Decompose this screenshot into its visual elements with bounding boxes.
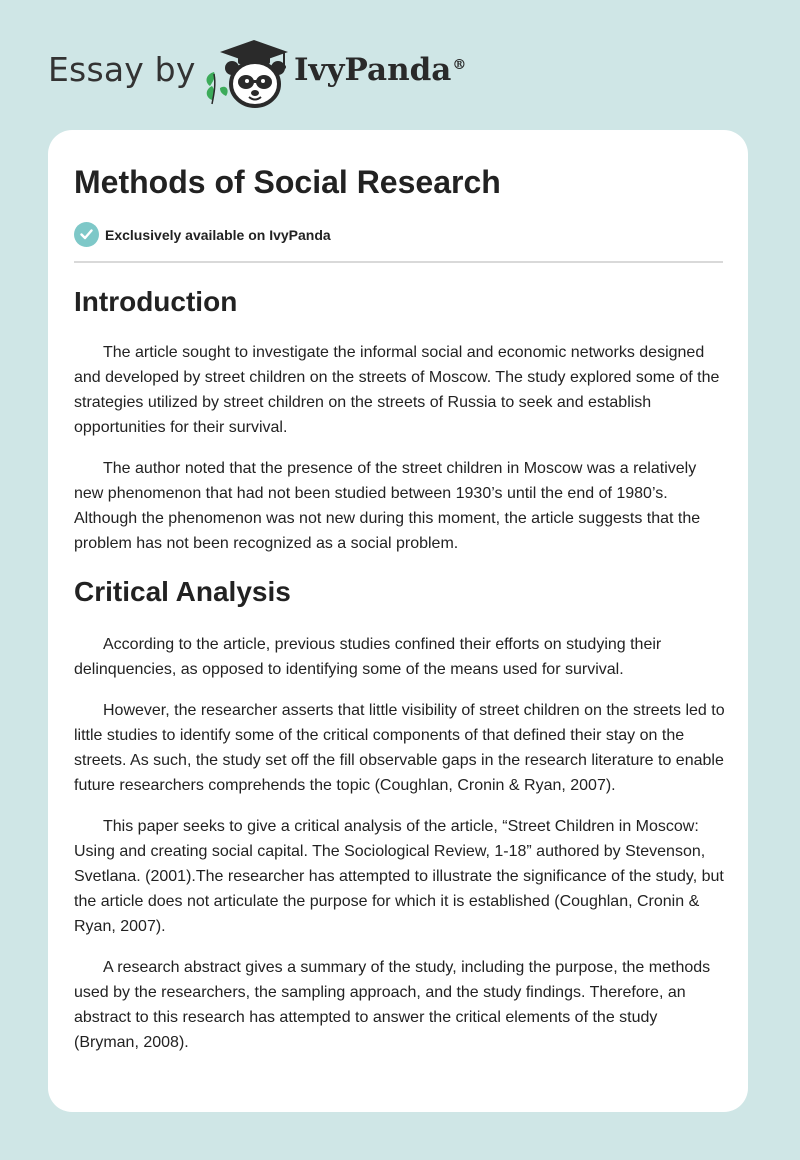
paragraph: However, the researcher asserts that little visibility of street children on the streets led to little studies to identify some of the critical components of that defined their stay on the streets. As such, the study set off the fill observable gaps in the research literature to enable future researchers comprehends the topic (Coughlan, Cronin & Ryan, 2007).: [74, 702, 725, 794]
trademark-symbol: ®: [452, 56, 467, 73]
check-icon: [74, 222, 99, 247]
brand-name[interactable]: [294, 52, 466, 88]
essay-by-label: Essay by: [48, 50, 196, 89]
availability-badge: [74, 222, 331, 247]
site-header: [0, 0, 800, 130]
paragraph: A research abstract gives a summary of the study, including the purpose, the methods used by the researchers, the sampling approach, and the study findings. Therefore, an abstract to this research has attempted to answer the critical elements of the study (Bryman, 2008).: [74, 959, 711, 1051]
divider: [74, 261, 723, 263]
essay-card: [48, 130, 748, 1112]
paragraph: The author noted that the presence of the street children in Moscow was a relatively new phenomenon that had not been studied between 1930’s until the end of 1980’s. Although the phenomenon was not new during this moment, the article suggests that the problem has not been recognized as a social problem.: [74, 460, 701, 552]
brand-text: IvyPanda: [294, 52, 452, 88]
page-title: Methods of Social Research: [74, 164, 501, 200]
essay-body: [74, 282, 726, 1055]
section-heading-introduction: Introduction: [74, 286, 238, 317]
ivy-leaf-icon: [207, 72, 228, 104]
section-heading-critical-analysis: Critical Analysis: [74, 576, 291, 607]
availability-text: Exclusively available on IvyPanda: [105, 226, 331, 243]
paragraph: According to the article, previous studies confined their efforts on studying their delinquencies, as opposed to identifying some of the means used for survival.: [74, 636, 662, 678]
panda-graduate-icon[interactable]: [200, 34, 294, 110]
paragraph: This paper seeks to give a critical analysis of the article, “Street Children in Moscow: Using and creating social capital. The Sociological Review, 1-18” authored by Stevenson, Svetlana. (2001).The researcher has attempted to illustrate the significance of the study, but the article does not articulate the purpose for which it is established (Coughlan, Cronin & Ryan, 2007).: [74, 818, 724, 935]
paragraph: The article sought to investigate the informal social and economic networks designed and developed by street children on the streets of Moscow. The study explored some of the strategies utilized by street children on the streets of Russia to seek and establish opportunities for their survival.: [74, 344, 720, 436]
